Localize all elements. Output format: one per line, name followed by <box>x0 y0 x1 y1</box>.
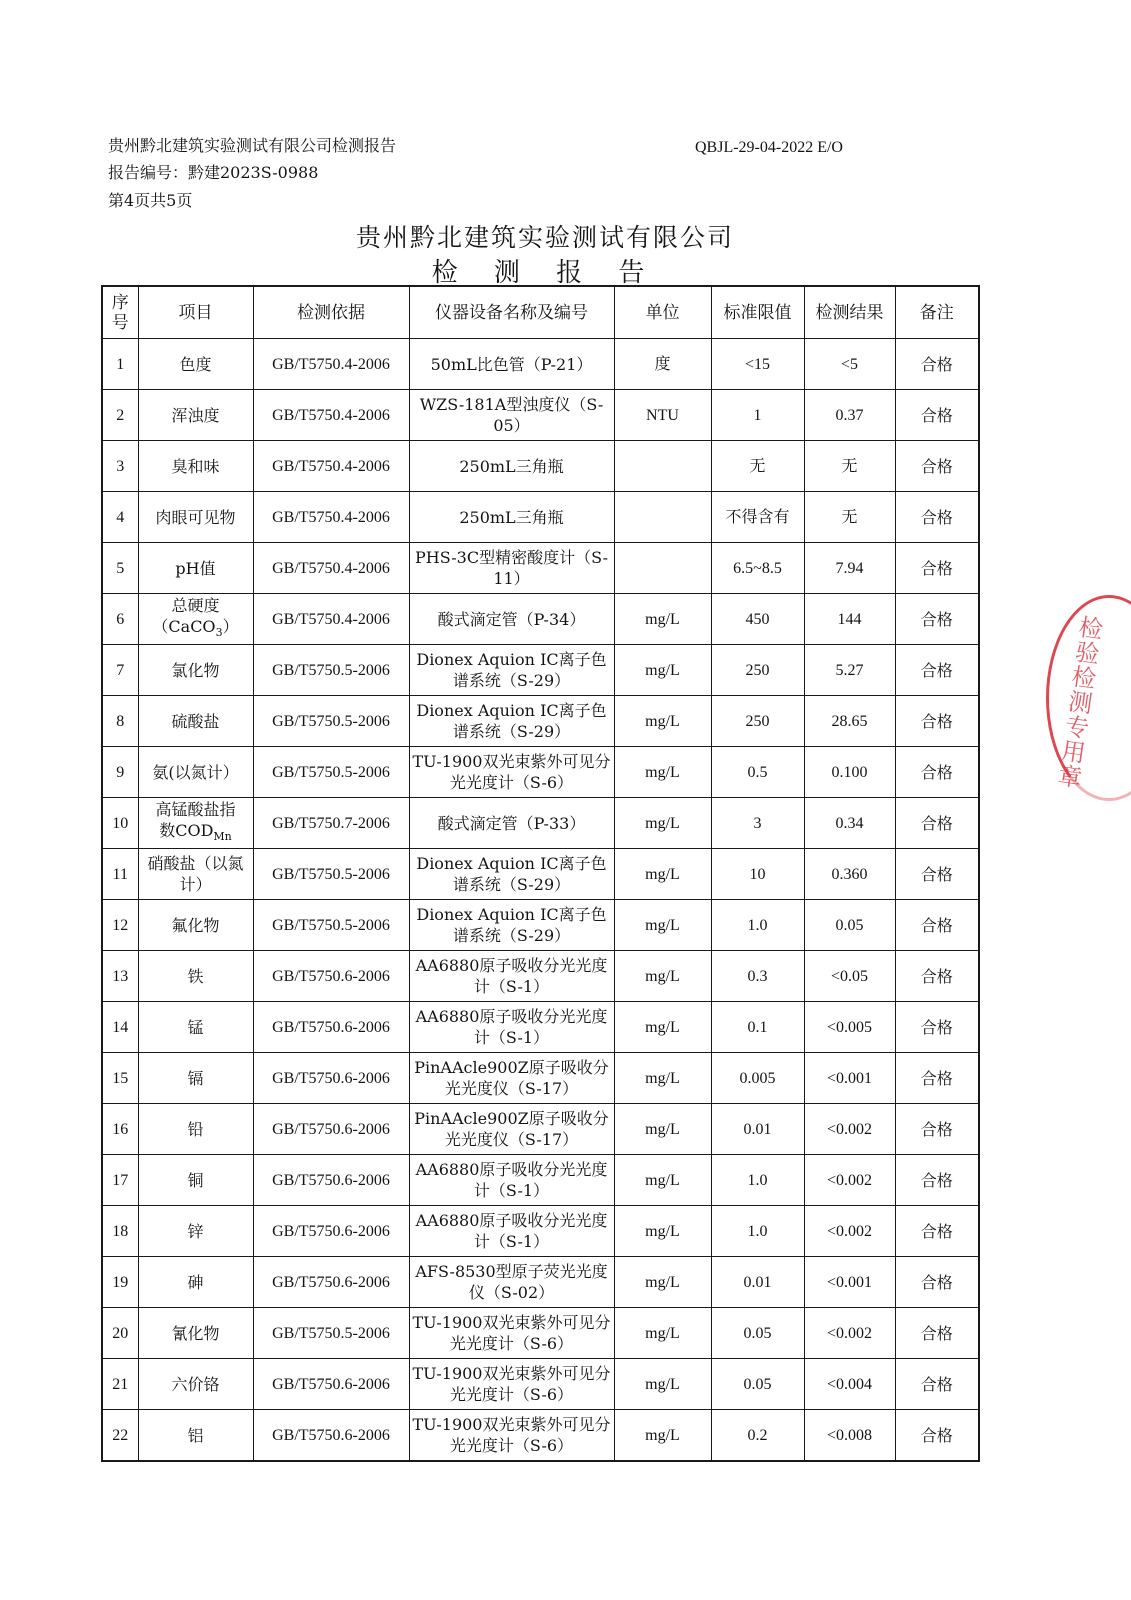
cell-seq: 2 <box>102 390 138 441</box>
cell-item-line2-subscript: 3 <box>215 626 223 640</box>
cell-remark: 合格 <box>895 747 979 798</box>
cell-method: GB/T5750.5-2006 <box>253 696 409 747</box>
cell-result: 144 <box>804 594 895 645</box>
cell-result: 0.05 <box>804 900 895 951</box>
seal-stamp-text: 检验检测专用章 <box>1051 613 1105 791</box>
cell-seq: 3 <box>102 441 138 492</box>
table-row <box>102 645 979 696</box>
cell-instrument: TU-1900双光束紫外可见分光光度计（S-6） <box>409 1410 614 1462</box>
cell-unit: mg/L <box>614 1155 711 1206</box>
cell-limit: 0.5 <box>711 747 804 798</box>
cell-result: <0.008 <box>804 1410 895 1462</box>
cell-instrument: PinAAcle900Z原子吸收分光光度仪（S-17） <box>409 1104 614 1155</box>
cell-item: 铜 <box>138 1155 253 1206</box>
cell-seq: 15 <box>102 1053 138 1104</box>
cell-unit: mg/L <box>614 1359 711 1410</box>
cell-method: GB/T5750.4-2006 <box>253 339 409 390</box>
cell-method: GB/T5750.5-2006 <box>253 747 409 798</box>
cell-seq: 9 <box>102 747 138 798</box>
cell-unit: mg/L <box>614 594 711 645</box>
cell-item: 铝 <box>138 1410 253 1462</box>
header-limit: 标准限值 <box>711 286 804 339</box>
cell-seq: 8 <box>102 696 138 747</box>
cell-limit: 450 <box>711 594 804 645</box>
cell-item-line1: 总硬度 <box>171 595 220 615</box>
table-row <box>102 390 979 441</box>
header-document-code: QBJL-29-04-2022 E/O <box>695 139 843 156</box>
test-results-table <box>101 285 980 1462</box>
cell-remark: 合格 <box>895 1257 979 1308</box>
cell-limit: 1.0 <box>711 900 804 951</box>
cell-seq: 10 <box>102 798 138 849</box>
cell-item-line2-subscript: Mn <box>213 830 232 844</box>
cell-instrument: 50mL比色管（P-21） <box>409 339 614 390</box>
header-result: 检测结果 <box>804 286 895 339</box>
cell-remark: 合格 <box>895 1104 979 1155</box>
cell-unit: mg/L <box>614 849 711 900</box>
cell-result: <0.002 <box>804 1206 895 1257</box>
header-seq <box>102 286 138 339</box>
header-instrument: 仪器设备名称及编号 <box>409 286 614 339</box>
cell-limit: 0.01 <box>711 1104 804 1155</box>
cell-seq: 16 <box>102 1104 138 1155</box>
header-remark: 备注 <box>895 286 979 339</box>
table-row <box>102 1053 979 1104</box>
cell-seq: 5 <box>102 543 138 594</box>
cell-result: 5.27 <box>804 645 895 696</box>
cell-instrument: 250mL三角瓶 <box>409 492 614 543</box>
table-row <box>102 1257 979 1308</box>
cell-method: GB/T5750.5-2006 <box>253 900 409 951</box>
cell-limit: 10 <box>711 849 804 900</box>
table-row <box>102 747 979 798</box>
cell-result: 无 <box>804 492 895 543</box>
cell-limit: 250 <box>711 696 804 747</box>
cell-remark: 合格 <box>895 849 979 900</box>
cell-unit: mg/L <box>614 951 711 1002</box>
cell-item: 氟化物 <box>138 900 253 951</box>
table-row <box>102 1104 979 1155</box>
cell-method: GB/T5750.6-2006 <box>253 951 409 1002</box>
cell-remark: 合格 <box>895 1359 979 1410</box>
cell-limit: 0.05 <box>711 1359 804 1410</box>
table-row <box>102 1359 979 1410</box>
cell-seq: 21 <box>102 1359 138 1410</box>
cell-remark: 合格 <box>895 1002 979 1053</box>
cell-instrument: PinAAcle900Z原子吸收分光光度仪（S-17） <box>409 1053 614 1104</box>
cell-instrument: 酸式滴定管（P-34） <box>409 594 614 645</box>
cell-item: 肉眼可见物 <box>138 492 253 543</box>
report-title: 检 测 报 告 <box>431 258 659 288</box>
header-item: 项目 <box>138 286 253 339</box>
cell-limit: 1.0 <box>711 1155 804 1206</box>
table-row <box>102 951 979 1002</box>
cell-remark: 合格 <box>895 900 979 951</box>
table-row <box>102 594 979 645</box>
cell-remark: 合格 <box>895 441 979 492</box>
cell-result: <0.004 <box>804 1359 895 1410</box>
cell-limit: 0.01 <box>711 1257 804 1308</box>
cell-remark: 合格 <box>895 645 979 696</box>
cell-method: GB/T5750.6-2006 <box>253 1053 409 1104</box>
cell-method: GB/T5750.6-2006 <box>253 1155 409 1206</box>
cell-remark: 合格 <box>895 1155 979 1206</box>
cell-limit: 0.3 <box>711 951 804 1002</box>
cell-instrument: Dionex Aquion IC离子色谱系统（S-29） <box>409 645 614 696</box>
cell-unit <box>614 543 711 594</box>
cell-instrument: WZS-181A型浊度仪（S-05） <box>409 390 614 441</box>
cell-unit: NTU <box>614 390 711 441</box>
cell-method: GB/T5750.6-2006 <box>253 1104 409 1155</box>
cell-item: 镉 <box>138 1053 253 1104</box>
cell-method: GB/T5750.4-2006 <box>253 594 409 645</box>
cell-limit: 无 <box>711 441 804 492</box>
cell-remark: 合格 <box>895 798 979 849</box>
cell-method: GB/T5750.5-2006 <box>253 645 409 696</box>
cell-method: GB/T5750.4-2006 <box>253 390 409 441</box>
table-row <box>102 492 979 543</box>
table-row <box>102 1002 979 1053</box>
cell-unit <box>614 492 711 543</box>
cell-seq: 4 <box>102 492 138 543</box>
cell-limit: 0.005 <box>711 1053 804 1104</box>
cell-method: GB/T5750.5-2006 <box>253 849 409 900</box>
cell-seq: 22 <box>102 1410 138 1462</box>
table-header-row <box>102 286 979 339</box>
cell-instrument: 酸式滴定管（P-33） <box>409 798 614 849</box>
table-row <box>102 1308 979 1359</box>
cell-unit: mg/L <box>614 747 711 798</box>
cell-unit: mg/L <box>614 798 711 849</box>
cell-unit: mg/L <box>614 1104 711 1155</box>
cell-limit: 1 <box>711 390 804 441</box>
cell-item <box>138 594 253 645</box>
cell-unit: mg/L <box>614 900 711 951</box>
cell-instrument: AA6880原子吸收分光光度计（S-1） <box>409 1206 614 1257</box>
cell-item: 色度 <box>138 339 253 390</box>
table-row <box>102 543 979 594</box>
cell-limit: 3 <box>711 798 804 849</box>
cell-remark: 合格 <box>895 1053 979 1104</box>
cell-unit: mg/L <box>614 696 711 747</box>
cell-instrument: AA6880原子吸收分光光度计（S-1） <box>409 951 614 1002</box>
cell-item: pH值 <box>138 543 253 594</box>
cell-item: 氯化物 <box>138 645 253 696</box>
cell-limit: 不得含有 <box>711 492 804 543</box>
cell-remark: 合格 <box>895 1206 979 1257</box>
cell-unit: mg/L <box>614 1002 711 1053</box>
cell-item-line1: 高锰酸盐指 <box>155 799 236 819</box>
table-row <box>102 1206 979 1257</box>
cell-result: <0.002 <box>804 1308 895 1359</box>
cell-remark: 合格 <box>895 951 979 1002</box>
cell-result: <0.005 <box>804 1002 895 1053</box>
table-row <box>102 339 979 390</box>
cell-instrument: Dionex Aquion IC离子色谱系统（S-29） <box>409 849 614 900</box>
cell-seq: 1 <box>102 339 138 390</box>
header-page-indicator: 第4页共5页 <box>108 191 193 210</box>
cell-seq: 17 <box>102 1155 138 1206</box>
cell-result: 0.360 <box>804 849 895 900</box>
cell-result: <0.05 <box>804 951 895 1002</box>
cell-unit: 度 <box>614 339 711 390</box>
cell-method: GB/T5750.4-2006 <box>253 492 409 543</box>
cell-item: 锌 <box>138 1206 253 1257</box>
cell-unit: mg/L <box>614 645 711 696</box>
cell-result: <0.001 <box>804 1257 895 1308</box>
cell-seq: 13 <box>102 951 138 1002</box>
cell-item: 硝酸盐（以氮计） <box>138 849 253 900</box>
header-report-number: 报告编号：黔建2023S-0988 <box>108 163 319 182</box>
cell-item: 臭和味 <box>138 441 253 492</box>
cell-limit: 6.5~8.5 <box>711 543 804 594</box>
header-method: 检测依据 <box>253 286 409 339</box>
cell-item: 氨(以氮计） <box>138 747 253 798</box>
cell-method: GB/T5750.6-2006 <box>253 1206 409 1257</box>
cell-method: GB/T5750.6-2006 <box>253 1410 409 1462</box>
cell-instrument: Dionex Aquion IC离子色谱系统（S-29） <box>409 900 614 951</box>
cell-limit: 0.1 <box>711 1002 804 1053</box>
cell-instrument: PHS-3C型精密酸度计（S-11） <box>409 543 614 594</box>
cell-unit: mg/L <box>614 1257 711 1308</box>
cell-limit: 0.05 <box>711 1308 804 1359</box>
cell-item: 铁 <box>138 951 253 1002</box>
header-seq-line1: 序 <box>111 292 129 313</box>
cell-instrument: AA6880原子吸收分光光度计（S-1） <box>409 1155 614 1206</box>
table-row <box>102 900 979 951</box>
cell-remark: 合格 <box>895 594 979 645</box>
cell-item: 氰化物 <box>138 1308 253 1359</box>
cell-result: <0.002 <box>804 1155 895 1206</box>
cell-item: 硫酸盐 <box>138 696 253 747</box>
cell-limit: 1.0 <box>711 1206 804 1257</box>
cell-result: 0.37 <box>804 390 895 441</box>
header-unit: 单位 <box>614 286 711 339</box>
cell-seq: 11 <box>102 849 138 900</box>
cell-item: 铅 <box>138 1104 253 1155</box>
cell-result: <0.002 <box>804 1104 895 1155</box>
table-row <box>102 798 979 849</box>
cell-remark: 合格 <box>895 492 979 543</box>
cell-seq: 18 <box>102 1206 138 1257</box>
cell-result: <0.001 <box>804 1053 895 1104</box>
cell-result: 0.34 <box>804 798 895 849</box>
cell-method: GB/T5750.4-2006 <box>253 441 409 492</box>
cell-unit: mg/L <box>614 1308 711 1359</box>
cell-unit <box>614 441 711 492</box>
cell-limit: 0.2 <box>711 1410 804 1462</box>
cell-seq: 20 <box>102 1308 138 1359</box>
cell-item-line2-pre: 数COD <box>159 820 214 840</box>
cell-item: 锰 <box>138 1002 253 1053</box>
cell-instrument: TU-1900双光束紫外可见分光光度计（S-6） <box>409 1308 614 1359</box>
cell-remark: 合格 <box>895 1308 979 1359</box>
cell-remark: 合格 <box>895 339 979 390</box>
cell-item: 六价铬 <box>138 1359 253 1410</box>
cell-instrument: Dionex Aquion IC离子色谱系统（S-29） <box>409 696 614 747</box>
cell-remark: 合格 <box>895 1410 979 1462</box>
cell-method: GB/T5750.4-2006 <box>253 543 409 594</box>
cell-result: 0.100 <box>804 747 895 798</box>
cell-item <box>138 798 253 849</box>
cell-result: 无 <box>804 441 895 492</box>
cell-instrument: TU-1900双光束紫外可见分光光度计（S-6） <box>409 747 614 798</box>
header-company-line: 贵州黔北建筑实验测试有限公司检测报告 <box>108 136 397 155</box>
cell-method: GB/T5750.7-2006 <box>253 798 409 849</box>
cell-limit: 250 <box>711 645 804 696</box>
cell-item-line2-post: ） <box>222 616 239 636</box>
cell-instrument: TU-1900双光束紫外可见分光光度计（S-6） <box>409 1359 614 1410</box>
table-row <box>102 696 979 747</box>
cell-seq: 7 <box>102 645 138 696</box>
table-row <box>102 1410 979 1462</box>
cell-unit: mg/L <box>614 1053 711 1104</box>
cell-method: GB/T5750.6-2006 <box>253 1002 409 1053</box>
table-row <box>102 441 979 492</box>
cell-result: 28.65 <box>804 696 895 747</box>
cell-unit: mg/L <box>614 1206 711 1257</box>
table-row <box>102 1155 979 1206</box>
cell-item-line2-pre: （CaCO <box>152 616 216 636</box>
cell-result: <5 <box>804 339 895 390</box>
cell-unit: mg/L <box>614 1410 711 1462</box>
cell-result: 7.94 <box>804 543 895 594</box>
cell-method: GB/T5750.6-2006 <box>253 1257 409 1308</box>
header-seq-line2: 号 <box>111 312 129 333</box>
cell-method: GB/T5750.5-2006 <box>253 1308 409 1359</box>
cell-seq: 14 <box>102 1002 138 1053</box>
cell-seq: 19 <box>102 1257 138 1308</box>
cell-seq: 12 <box>102 900 138 951</box>
cell-remark: 合格 <box>895 543 979 594</box>
cell-remark: 合格 <box>895 390 979 441</box>
cell-limit: <15 <box>711 339 804 390</box>
cell-item: 浑浊度 <box>138 390 253 441</box>
cell-instrument: AA6880原子吸收分光光度计（S-1） <box>409 1002 614 1053</box>
cell-seq: 6 <box>102 594 138 645</box>
cell-method: GB/T5750.6-2006 <box>253 1359 409 1410</box>
cell-remark: 合格 <box>895 696 979 747</box>
table-row <box>102 849 979 900</box>
report-company-title: 贵州黔北建筑实验测试有限公司 <box>355 223 734 252</box>
cell-instrument: 250mL三角瓶 <box>409 441 614 492</box>
cell-item: 砷 <box>138 1257 253 1308</box>
cell-instrument: AFS-8530型原子荧光光度仪（S-02） <box>409 1257 614 1308</box>
